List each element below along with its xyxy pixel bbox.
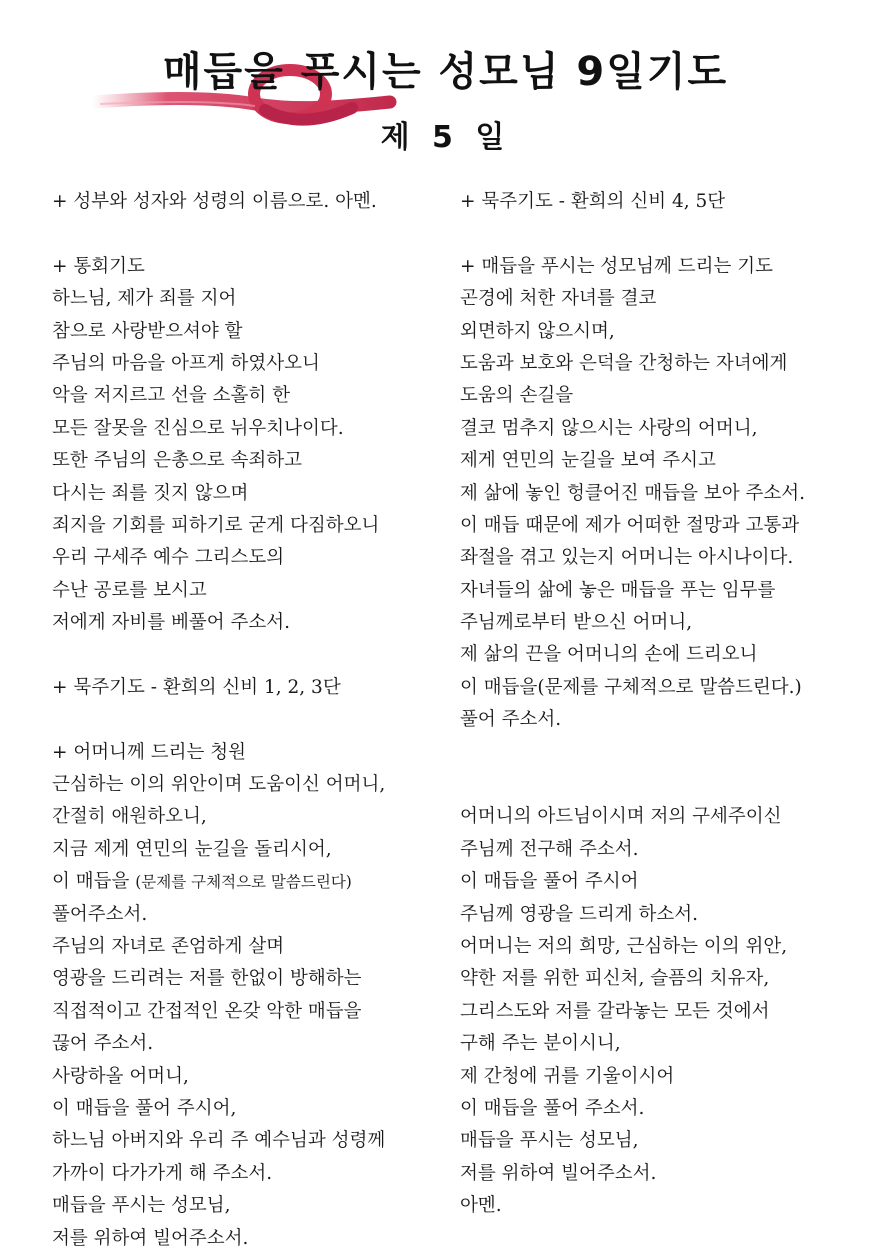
text-line: 주님의 자녀로 존엄하게 살며: [52, 935, 285, 957]
text-line: 아멘.: [460, 1195, 502, 1217]
text-line: 결코 멈추지 않으시는 사랑의 어머니,: [460, 417, 758, 439]
section-heading: + 어머니께 드리는 청원: [52, 741, 246, 763]
blank-line: [460, 769, 885, 801]
text-line: 약한 저를 위한 피신처, 슬픔의 치유자,: [460, 968, 770, 990]
text-line: 도움의 손길을: [460, 385, 574, 407]
text-line: 다시는 죄를 짓지 않으며: [52, 482, 249, 504]
blank-line: [460, 737, 885, 769]
text-line: 매듭을 푸시는 성모님,: [52, 1195, 231, 1217]
page-title: 매듭을 푸시는 성모님 9일기도: [162, 49, 729, 95]
section-heading: + 묵주기도 - 환희의 신비 1, 2, 3단: [52, 676, 341, 698]
section-heading: + 매듭을 푸시는 성모님께 드리는 기도: [460, 255, 773, 277]
blank-line: [52, 704, 442, 736]
text-line: 제 삶에 놓인 헝클어진 매듭을 보아 주소서.: [460, 482, 805, 504]
text-line: 저를 위하여 빌어주소서.: [52, 1227, 249, 1249]
text-line: 간절히 애원하오니,: [52, 806, 207, 828]
text-line: 사랑하올 어머니,: [52, 1065, 189, 1087]
text-line: 하느님 아버지와 우리 주 예수님과 성령께: [52, 1130, 386, 1152]
text-line: 악을 저지르고 선을 소홀히 한: [52, 385, 290, 407]
text-line: [52, 866, 442, 898]
text-line: 이 매듭을(문제를 구체적으로 말씀드린다.): [460, 676, 802, 698]
text-line: 또한 주님의 은총으로 속죄하고: [52, 450, 302, 472]
instruction-note: (문제를 구체적으로 말씀드린다): [135, 873, 352, 892]
text-line: 주님의 마음을 아프게 하였사오니: [52, 352, 320, 374]
text-line: 우리 구세주 예수 그리스도의: [52, 547, 285, 569]
text-line: 풀어 주소서.: [460, 709, 562, 731]
text-line: 이 매듭을 풀어 주소서.: [460, 1097, 645, 1119]
text-line: 모든 잘못을 진심으로 뉘우치나이다.: [52, 417, 344, 439]
text-line: 매듭을 푸시는 성모님,: [460, 1130, 639, 1152]
text-line: 제게 연민의 눈길을 보여 주시고: [460, 450, 716, 472]
blank-line: [52, 218, 442, 250]
text-line: 이 매듭을 풀어 주시어,: [52, 1097, 237, 1119]
text-line: 그리스도와 저를 갈라놓는 모든 것에서: [460, 1000, 770, 1022]
text-line: 하느님, 제가 죄를 지어: [52, 288, 237, 310]
text-line: 이 매듭 때문에 제가 어떠한 절망과 고통과: [460, 514, 800, 536]
text-line: 참으로 사랑받으셔야 할: [52, 320, 243, 342]
text-line: 좌절을 겪고 있는지 어머니는 아시나이다.: [460, 547, 794, 569]
text-line: 이 매듭을 풀어 주시어: [460, 871, 639, 893]
page-header: [0, 0, 891, 180]
blank-line: [460, 218, 885, 250]
text-line: 영광을 드리려는 저를 한없이 방해하는: [52, 968, 362, 990]
text-line: 제 간청에 귀를 기울이시어: [460, 1065, 675, 1087]
text-line: 직접적이고 간접적인 온갖 악한 매듭을: [52, 1000, 362, 1022]
text-line: 곤경에 처한 자녀를 결코: [460, 288, 657, 310]
text-segment: 이 매듭을: [52, 871, 136, 893]
right-column: [460, 186, 885, 1223]
text-line: 구해 주는 분이시니,: [460, 1033, 621, 1055]
text-line: 지금 제게 연민의 눈길을 돌리시어,: [52, 838, 332, 860]
text-line: 도움과 보호와 은덕을 간청하는 자녀에게: [460, 352, 788, 374]
text-line: 주님께 전구해 주소서.: [460, 838, 639, 860]
section-heading: + 통회기도: [52, 255, 145, 277]
text-line: 제 삶의 끈을 어머니의 손에 드리오니: [460, 644, 758, 666]
text-line: 끊어 주소서.: [52, 1033, 154, 1055]
text-line: 죄지을 기회를 피하기로 굳게 다짐하오니: [52, 514, 380, 536]
text-line: 외면하지 않으시며,: [460, 320, 615, 342]
text-line: 저에게 자비를 베풀어 주소서.: [52, 612, 290, 634]
text-line: 어머니는 저의 희망, 근심하는 이의 위안,: [460, 935, 788, 957]
text-line: 주님께 영광을 드리게 하소서.: [460, 903, 698, 925]
text-line: 어머니의 아드님이시며 저의 구세주이신: [460, 806, 782, 828]
text-line: 풀어주소서.: [52, 903, 148, 925]
left-column: [52, 186, 442, 1255]
text-line: 수난 공로를 보시고: [52, 579, 207, 601]
text-line: 주님께로부터 받으신 어머니,: [460, 612, 693, 634]
day-subtitle: 제 5 일: [380, 120, 511, 155]
section-heading: + 묵주기도 - 환희의 신비 4, 5단: [460, 191, 726, 212]
text-line: 자녀들의 삶에 놓은 매듭을 푸는 임무를: [460, 579, 776, 601]
text-line: 근심하는 이의 위안이며 도움이신 어머니,: [52, 774, 386, 796]
blank-line: [52, 639, 442, 671]
text-line: 가까이 다가가게 해 주소서.: [52, 1162, 273, 1184]
text-line: 저를 위하여 빌어주소서.: [460, 1162, 657, 1184]
text-line: + 성부와 성자와 성령의 이름으로. 아멘.: [52, 191, 377, 212]
